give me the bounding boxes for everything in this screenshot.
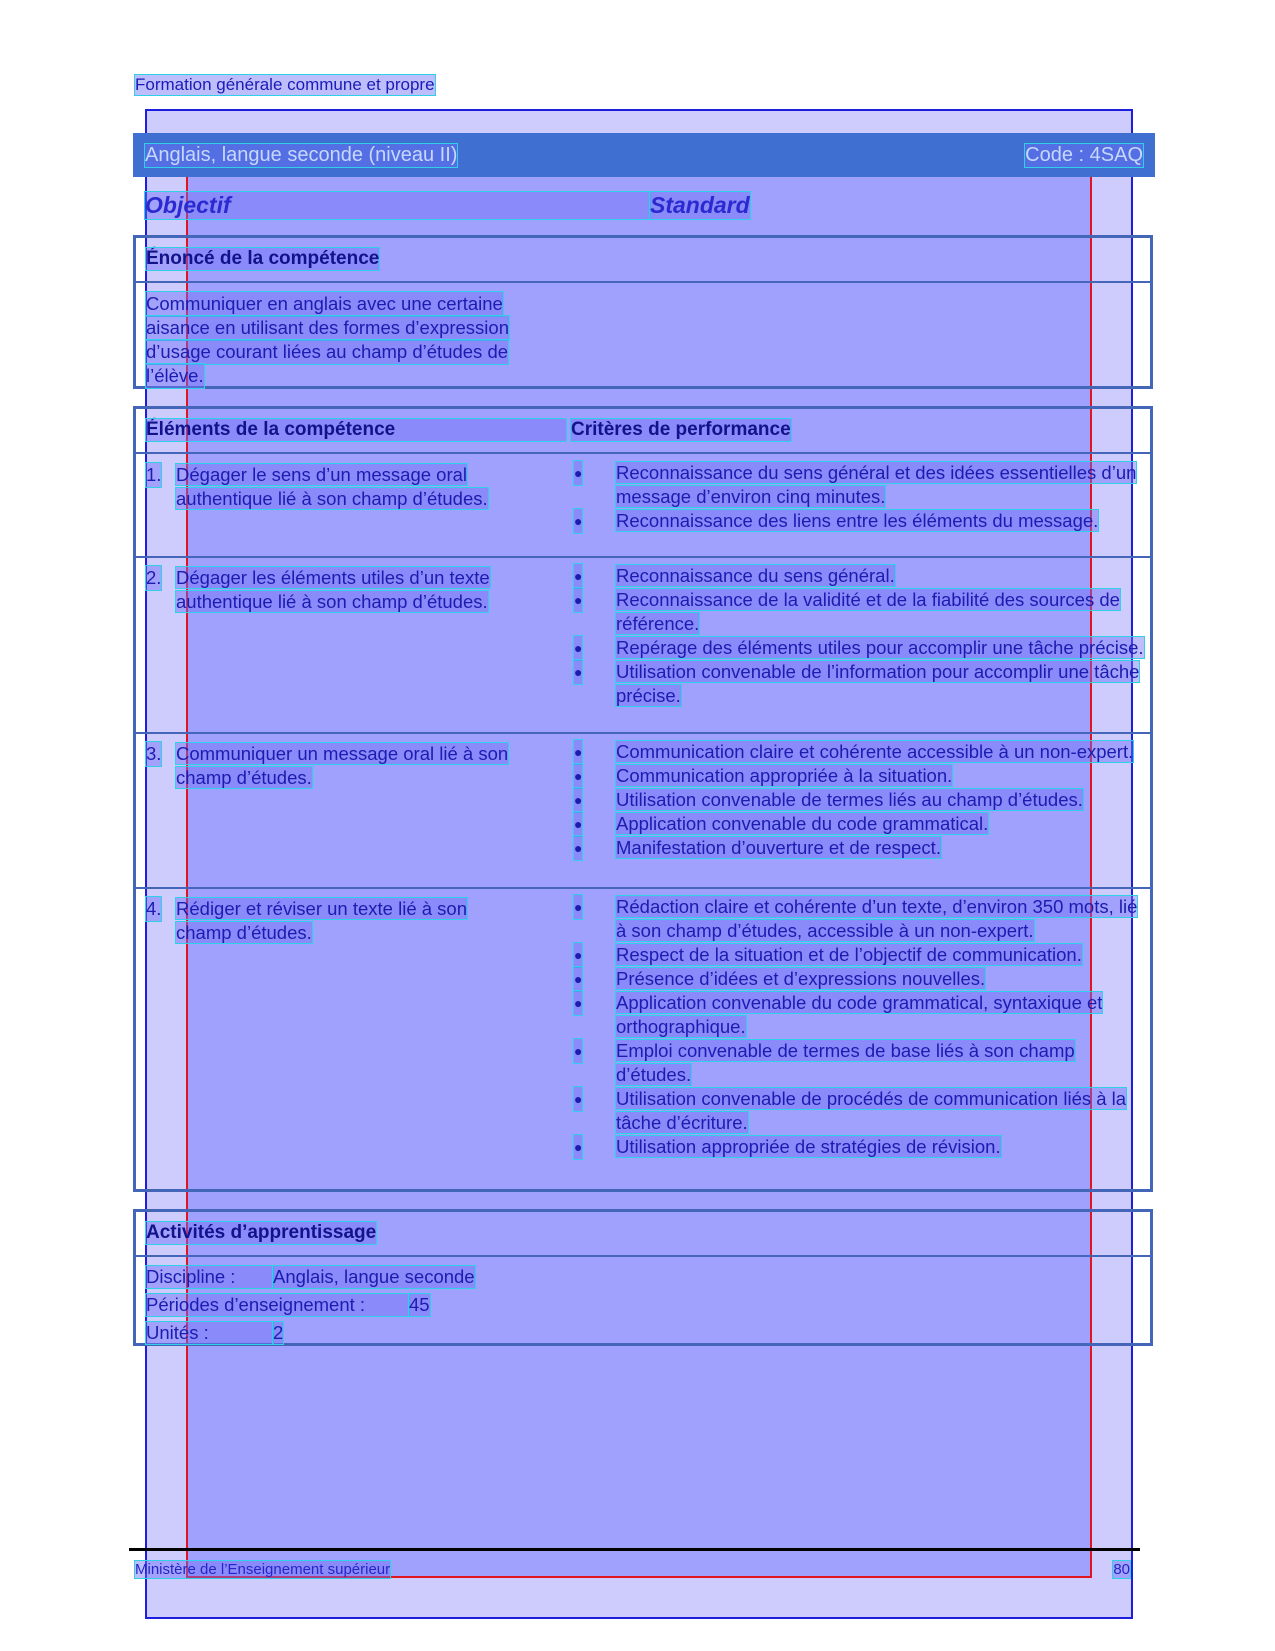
criterion-item xyxy=(568,764,1148,788)
competence-head xyxy=(136,238,1150,283)
periods-label: Périodes d’enseignement : xyxy=(146,1294,409,1316)
element-line: champ d’études. xyxy=(176,767,312,788)
bullet-icon: ● xyxy=(574,740,582,764)
criterion-text: Utilisation convenable de procédés de communication liés à la tâche d’écriture. xyxy=(616,1088,1127,1133)
element-row-3 xyxy=(136,732,1150,889)
competence-text xyxy=(146,292,566,388)
criterion-item xyxy=(568,564,1148,588)
title-bar xyxy=(133,133,1155,177)
element-line: Rédiger et réviser un texte lié à son xyxy=(176,898,468,919)
competence-heading: Énoncé de la compétence xyxy=(146,248,380,269)
element-line: Dégager le sens d’un message oral xyxy=(176,464,468,485)
element-number: 3. xyxy=(146,743,162,764)
elements-heading: Éléments de la compétence xyxy=(146,419,566,441)
standard-heading: Standard xyxy=(650,192,750,218)
criterion-item xyxy=(568,740,1148,764)
element-number: 1. xyxy=(146,464,162,485)
criteria-list-3 xyxy=(568,740,1148,860)
footer-ministry: Ministère de l’Enseignement supérieur xyxy=(135,1561,391,1578)
criterion-text: Repérage des éléments utiles pour accomplir une tâche précise. xyxy=(616,637,1144,658)
competence-line: aisance en utilisant des formes d’expression xyxy=(146,317,509,338)
discipline-label: Discipline : xyxy=(146,1266,273,1288)
element-line: authentique lié à son champ d’études. xyxy=(176,488,488,509)
periods-line xyxy=(146,1294,430,1316)
criterion-text: Reconnaissance du sens général. xyxy=(616,565,895,586)
activities-head xyxy=(136,1212,1150,1257)
criterion-text: Utilisation convenable de termes liés au champ d’études. xyxy=(616,789,1083,810)
criterion-text: Emploi convenable de termes de base liés à son champ d’études. xyxy=(616,1040,1075,1085)
criterion-item xyxy=(568,636,1148,660)
criterion-text: Utilisation appropriée de stratégies de révision. xyxy=(616,1136,1001,1157)
criterion-item xyxy=(568,836,1148,860)
criterion-item xyxy=(568,461,1148,509)
bullet-icon: ● xyxy=(574,895,582,919)
criterion-text: Reconnaissance du sens général et des idées essentielles d’un message d’environ cinq minutes. xyxy=(616,462,1137,507)
criterion-item xyxy=(568,509,1148,533)
competence-line: Communiquer en anglais avec une certaine xyxy=(146,293,503,314)
footer-rule xyxy=(129,1548,1140,1551)
criterion-item xyxy=(568,1039,1148,1087)
bullet-icon: ● xyxy=(574,836,582,860)
activities-heading: Activités d’apprentissage xyxy=(146,1222,377,1243)
bullet-icon: ● xyxy=(574,660,582,684)
criterion-text: Reconnaissance de la validité et de la fiabilité des sources de référence. xyxy=(616,589,1120,634)
competence-line: d’usage courant liées au champ d’études de xyxy=(146,341,509,362)
criterion-text: Respect de la situation et de l’objectif de communication. xyxy=(616,944,1082,965)
objective-heading: Objectif xyxy=(145,192,650,219)
units-line xyxy=(146,1322,283,1344)
element-line: Dégager les éléments utiles d’un texte xyxy=(176,567,490,588)
element-line: champ d’études. xyxy=(176,922,312,943)
criterion-item xyxy=(568,812,1148,836)
criterion-text: Rédaction claire et cohérente d’un texte, d’environ 350 mots, lié à son champ d’études, accessible à un non-expert. xyxy=(616,896,1138,941)
criterion-item xyxy=(568,660,1148,708)
element-row-4 xyxy=(136,887,1150,1191)
competence-line: l’élève. xyxy=(146,365,204,386)
course-title: Anglais, langue seconde (niveau II) xyxy=(145,144,458,166)
activities-box xyxy=(133,1209,1153,1346)
element-number: 4. xyxy=(146,898,162,919)
page-number: 80 xyxy=(1113,1561,1130,1578)
periods-value: 45 xyxy=(409,1294,430,1315)
bullet-icon: ● xyxy=(574,1039,582,1063)
criterion-text: Utilisation convenable de l’information pour accomplir une tâche précise. xyxy=(616,661,1140,706)
competence-box xyxy=(133,235,1153,389)
subheadings xyxy=(145,192,1145,226)
criterion-item xyxy=(568,1087,1148,1135)
element-line: authentique lié à son champ d’études. xyxy=(176,591,488,612)
bullet-icon: ● xyxy=(574,812,582,836)
bullet-icon: ● xyxy=(574,764,582,788)
elements-head xyxy=(136,409,1150,454)
criteria-list-2 xyxy=(568,564,1148,708)
element-number: 2. xyxy=(146,567,162,588)
criteria-list-1 xyxy=(568,461,1148,533)
course-code: Code : 4SAQ xyxy=(1025,144,1143,166)
bullet-icon: ● xyxy=(574,509,582,533)
bullet-icon: ● xyxy=(574,564,582,588)
bullet-icon: ● xyxy=(574,461,582,485)
criterion-item xyxy=(568,788,1148,812)
criterion-item xyxy=(568,967,1148,991)
bullet-icon: ● xyxy=(574,1135,582,1159)
units-value: 2 xyxy=(273,1322,284,1343)
bullet-icon: ● xyxy=(574,1087,582,1111)
criterion-item xyxy=(568,943,1148,967)
criterion-item xyxy=(568,1135,1148,1159)
criteria-heading: Critères de performance xyxy=(571,419,791,440)
discipline-value: Anglais, langue seconde xyxy=(273,1266,475,1287)
running-header: Formation générale commune et propre xyxy=(135,75,435,94)
bullet-icon: ● xyxy=(574,991,582,1015)
criterion-text: Communication claire et cohérente accessible à un non-expert. xyxy=(616,741,1134,762)
bullet-icon: ● xyxy=(574,588,582,612)
criterion-text: Reconnaissance des liens entre les éléments du message. xyxy=(616,510,1099,531)
element-row-1 xyxy=(136,452,1150,556)
criterion-text: Application convenable du code grammatical. xyxy=(616,813,989,834)
criterion-text: Présence d’idées et d’expressions nouvelles. xyxy=(616,968,986,989)
bullet-icon: ● xyxy=(574,636,582,660)
criterion-item xyxy=(568,895,1148,943)
bullet-icon: ● xyxy=(574,788,582,812)
element-row-2 xyxy=(136,556,1150,734)
criterion-item xyxy=(568,588,1148,636)
criterion-text: Communication appropriée à la situation. xyxy=(616,765,953,786)
criterion-text: Application convenable du code grammatical, syntaxique et orthographique. xyxy=(616,992,1103,1037)
criterion-text: Manifestation d’ouverture et de respect. xyxy=(616,837,941,858)
criteria-list-4 xyxy=(568,895,1148,1159)
element-line: Communiquer un message oral lié à son xyxy=(176,743,509,764)
units-label: Unités : xyxy=(146,1322,273,1344)
bullet-icon: ● xyxy=(574,943,582,967)
bullet-icon: ● xyxy=(574,967,582,991)
criterion-item xyxy=(568,991,1148,1039)
elements-box xyxy=(133,406,1153,1192)
discipline-line xyxy=(146,1266,475,1288)
